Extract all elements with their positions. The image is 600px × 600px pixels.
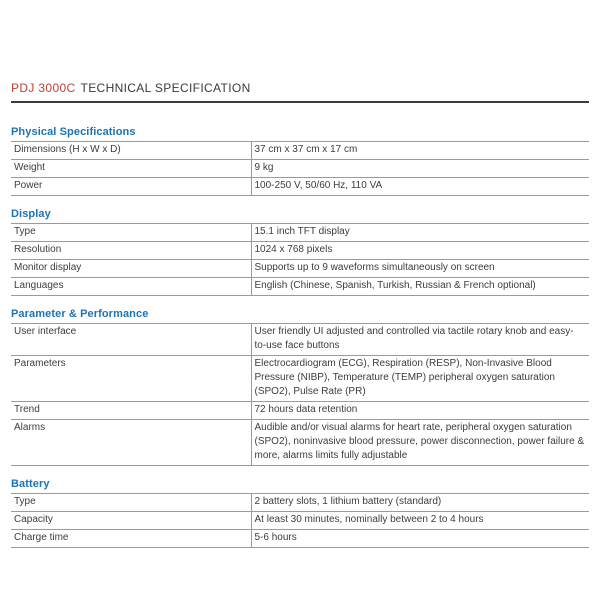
table-row [11,178,589,196]
table-row [11,530,589,548]
spec-table-body [11,324,589,466]
product-model: PDJ 3000C [11,81,76,95]
spec-table-body [11,224,589,296]
table-row [11,278,589,296]
spec-label-cell: Power [11,178,251,196]
spec-value-cell: 15.1 inch TFT display [251,224,589,242]
spec-label-cell: Trend [11,402,251,420]
page-header [11,81,589,103]
spec-table-body [11,494,589,548]
spec-table [11,141,589,196]
spec-value-cell: 2 battery slots, 1 lithium battery (standard) [251,494,589,512]
page-title [11,81,589,95]
spec-value-cell: 9 kg [251,160,589,178]
table-row [11,420,589,466]
section-heading: Physical Specifications [11,126,136,138]
table-row [11,260,589,278]
table-row [11,494,589,512]
spec-sections [11,126,589,548]
section-heading: Display [11,208,51,220]
spec-label-cell: Monitor display [11,260,251,278]
spec-value-cell: 1024 x 768 pixels [251,242,589,260]
title-text: TECHNICAL SPECIFICATION [80,81,251,95]
spec-label-cell: Type [11,494,251,512]
table-row [11,242,589,260]
spec-value-cell: 37 cm x 37 cm x 17 cm [251,142,589,160]
spec-label-cell: Weight [11,160,251,178]
spec-label-cell: Languages [11,278,251,296]
spec-value-cell: Electrocardiogram (ECG), Respiration (RESP), Non-Invasive Blood Pressure (NIBP), Temperature (TEMP) peripheral oxygen saturation (SPO2), Pulse Rate (PR) [251,356,589,402]
spec-value-cell: 100-250 V, 50/60 Hz, 110 VA [251,178,589,196]
spec-table-body [11,142,589,196]
spec-table [11,323,589,466]
section-heading: Battery [11,478,50,490]
spec-label-cell: Alarms [11,420,251,466]
spec-section [11,478,589,548]
section-heading: Parameter & Performance [11,308,149,320]
spec-section [11,126,589,196]
table-row [11,512,589,530]
spec-label-cell: Dimensions (H x W x D) [11,142,251,160]
spec-value-cell: 72 hours data retention [251,402,589,420]
table-row [11,224,589,242]
spec-label-cell: Capacity [11,512,251,530]
spec-label-cell: Type [11,224,251,242]
spec-value-cell: Audible and/or visual alarms for heart rate, peripheral oxygen saturation (SPO2), noninvasive blood pressure, power disconnection, power failure & more, alarms limits fully adjustable [251,420,589,466]
spec-section [11,308,589,466]
spec-value-cell: Supports up to 9 waveforms simultaneously on screen [251,260,589,278]
spec-table [11,493,589,548]
spec-value-cell: At least 30 minutes, nominally between 2 to 4 hours [251,512,589,530]
spec-value-cell: 5-6 hours [251,530,589,548]
spec-value-cell: User friendly UI adjusted and controlled via tactile rotary knob and easy-to-use face buttons [251,324,589,356]
spec-table [11,223,589,296]
table-row [11,402,589,420]
table-row [11,324,589,356]
table-row [11,356,589,402]
spec-label-cell: User interface [11,324,251,356]
table-row [11,142,589,160]
spec-label-cell: Resolution [11,242,251,260]
spec-label-cell: Parameters [11,356,251,402]
title-divider [11,101,589,103]
spec-value-cell: English (Chinese, Spanish, Turkish, Russian & French optional) [251,278,589,296]
table-row [11,160,589,178]
spec-label-cell: Charge time [11,530,251,548]
spec-section [11,208,589,296]
